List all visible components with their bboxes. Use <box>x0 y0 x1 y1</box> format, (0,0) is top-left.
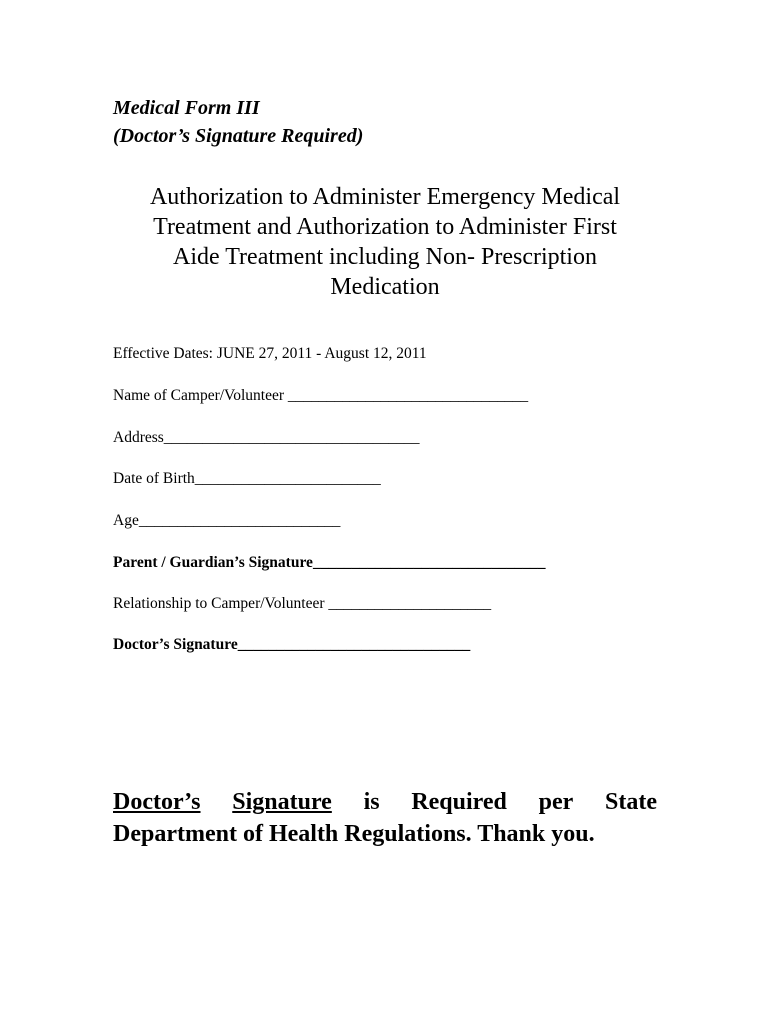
form-subtitle-line: (Doctor’s Signature Required) <box>113 125 364 147</box>
heading-line-1: Authorization to Administer Emergency Medical <box>149 184 621 210</box>
relationship-field[interactable]: Relationship to Camper/Volunteer _____________________ <box>113 595 492 612</box>
address-field[interactable]: Address_________________________________ <box>113 429 420 446</box>
closing-notice <box>113 786 657 850</box>
closing-word: Signature <box>232 789 332 815</box>
camper-name-field[interactable]: Name of Camper/Volunteer _______________________________ <box>113 387 529 404</box>
form-title-line: Medical Form III <box>113 97 260 119</box>
closing-word: Doctor’s <box>113 789 201 815</box>
effective-dates: Effective Dates: JUNE 27, 2011 - August 12, 2011 <box>113 345 427 362</box>
closing-word: State <box>605 789 657 815</box>
authorization-heading <box>110 182 660 302</box>
closing-word: Required <box>411 789 507 815</box>
closing-word: per <box>538 789 574 815</box>
heading-line-2: Treatment and Authorization to Administer First <box>153 214 617 240</box>
form-title <box>113 94 363 150</box>
date-of-birth-field[interactable]: Date of Birth________________________ <box>113 470 381 487</box>
age-field[interactable]: Age__________________________ <box>113 512 341 529</box>
parent-signature-field[interactable]: Parent / Guardian’s Signature______________________________ <box>113 554 546 571</box>
closing-word: is <box>363 789 380 815</box>
heading-line-3: Aide Treatment including Non- Prescription <box>173 244 597 270</box>
closing-line-2: Department of Health Regulations. Thank you. <box>113 821 595 847</box>
doctor-signature-field[interactable]: Doctor’s Signature______________________________ <box>113 636 471 653</box>
closing-line-1 <box>113 786 657 818</box>
heading-line-4: Medication <box>330 274 440 300</box>
